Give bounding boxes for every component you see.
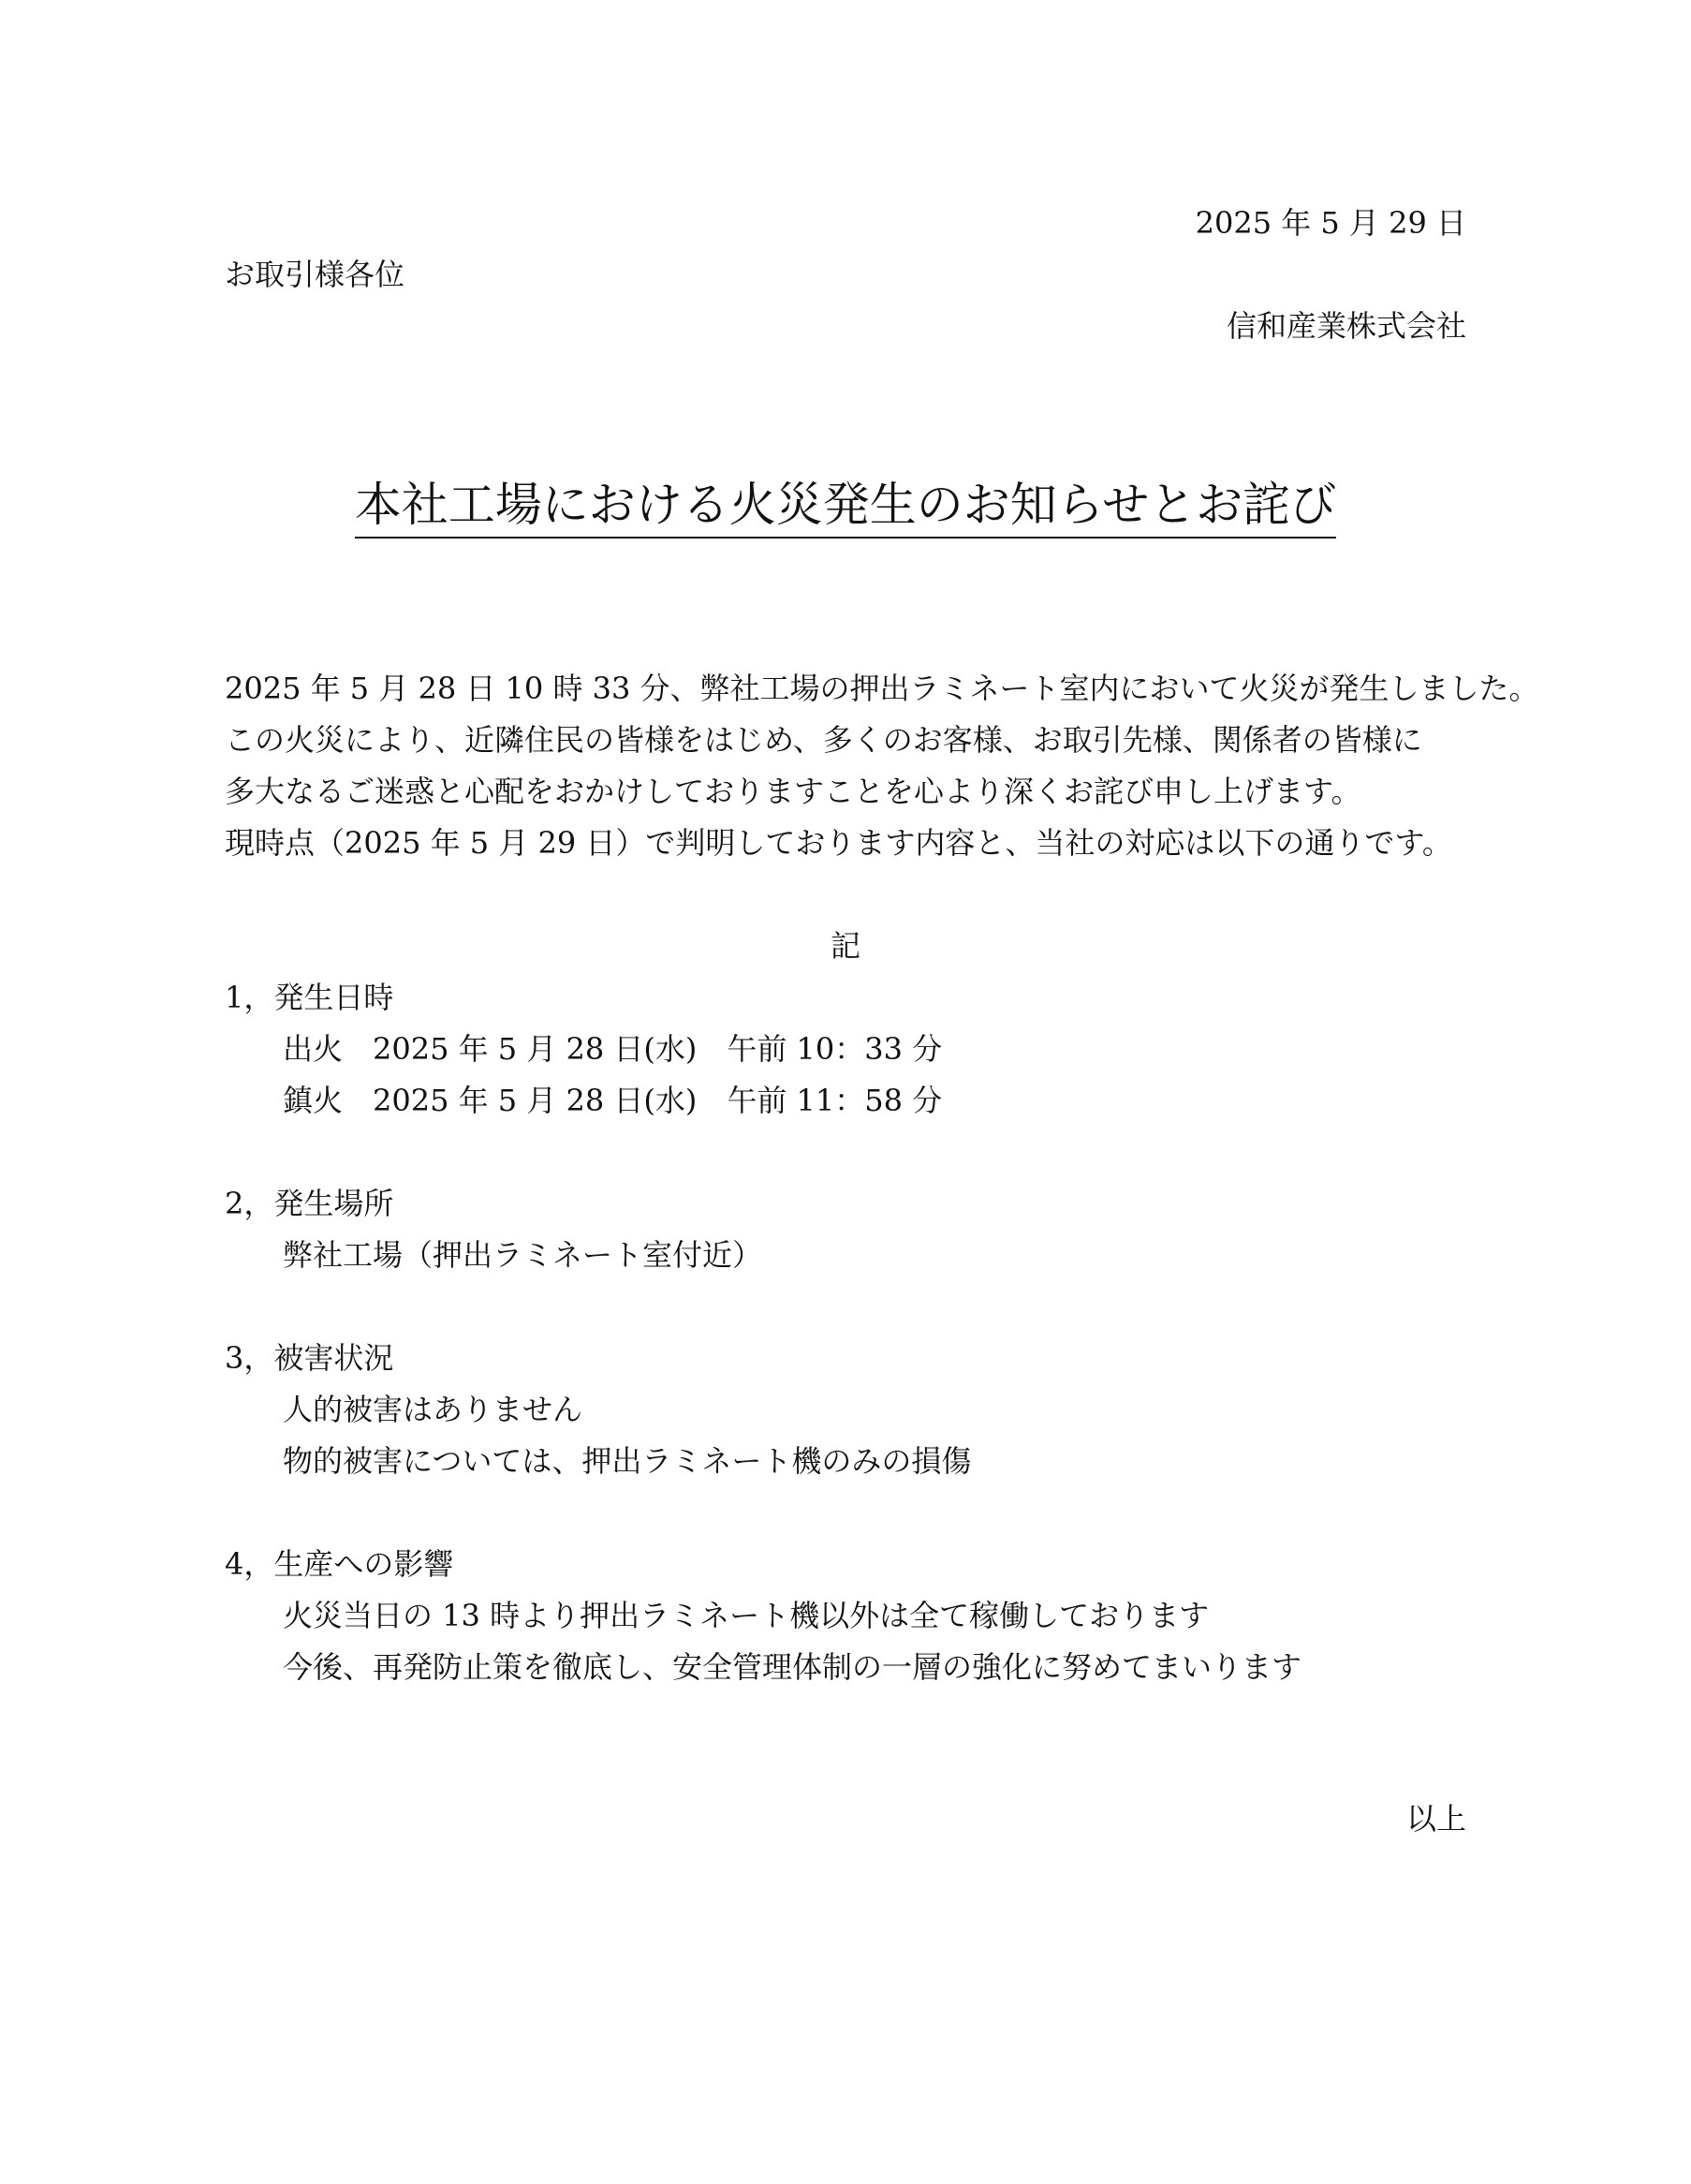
document-title-text: 本社工場における火災発生のお知らせとお詫び — [355, 475, 1337, 539]
section-heading: 4，生産への影響 — [225, 1546, 454, 1582]
section-line: 鎮火 2025 年 5 月 28 日(水) 午前 11：58 分 — [283, 1083, 943, 1118]
document-title — [0, 475, 1691, 539]
company-name: 信和産業株式会社 — [1226, 308, 1466, 344]
ki-marker: 記 — [830, 928, 860, 964]
body-paragraph-line: 多大なるご迷惑と心配をおかけしておりますことを心より深くお詫び申し上げます。 — [225, 774, 1361, 809]
section-heading: 1，発生日時 — [225, 980, 394, 1015]
section-line: 火災当日の 13 時より押出ラミネート機以外は全て稼働しております — [283, 1598, 1210, 1633]
section-line: 今後、再発防止策を徹底し、安全管理体制の一層の強化に努めてまいります — [283, 1649, 1302, 1685]
section-line: 弊社工場（押出ラミネート室付近） — [283, 1237, 763, 1273]
closing-ijou: 以上 — [1405, 1801, 1466, 1837]
document-date: 2025 年 5 月 29 日 — [1195, 205, 1466, 241]
recipient: お取引様各位 — [225, 257, 405, 292]
section-heading: 2，発生場所 — [225, 1186, 394, 1221]
section-line: 人的被害はありません — [283, 1392, 583, 1427]
section-heading: 3，被害状況 — [225, 1340, 394, 1376]
section-line: 物的被害については、押出ラミネート機のみの損傷 — [283, 1443, 972, 1479]
section-line: 出火 2025 年 5 月 28 日(水) 午前 10：33 分 — [283, 1031, 943, 1067]
body-paragraph-line: この火災により、近隣住民の皆様をはじめ、多くのお客様、お取引先様、関係者の皆様に — [225, 722, 1422, 758]
body-paragraph-line: 現時点（2025 年 5 月 29 日）で判明しております内容と、当社の対応は以下の通りです。 — [225, 825, 1452, 861]
body-paragraph-line: 2025 年 5 月 28 日 10 時 33 分、弊社工場の押出ラミネート室内において火災が発生しました。 — [225, 671, 1539, 706]
